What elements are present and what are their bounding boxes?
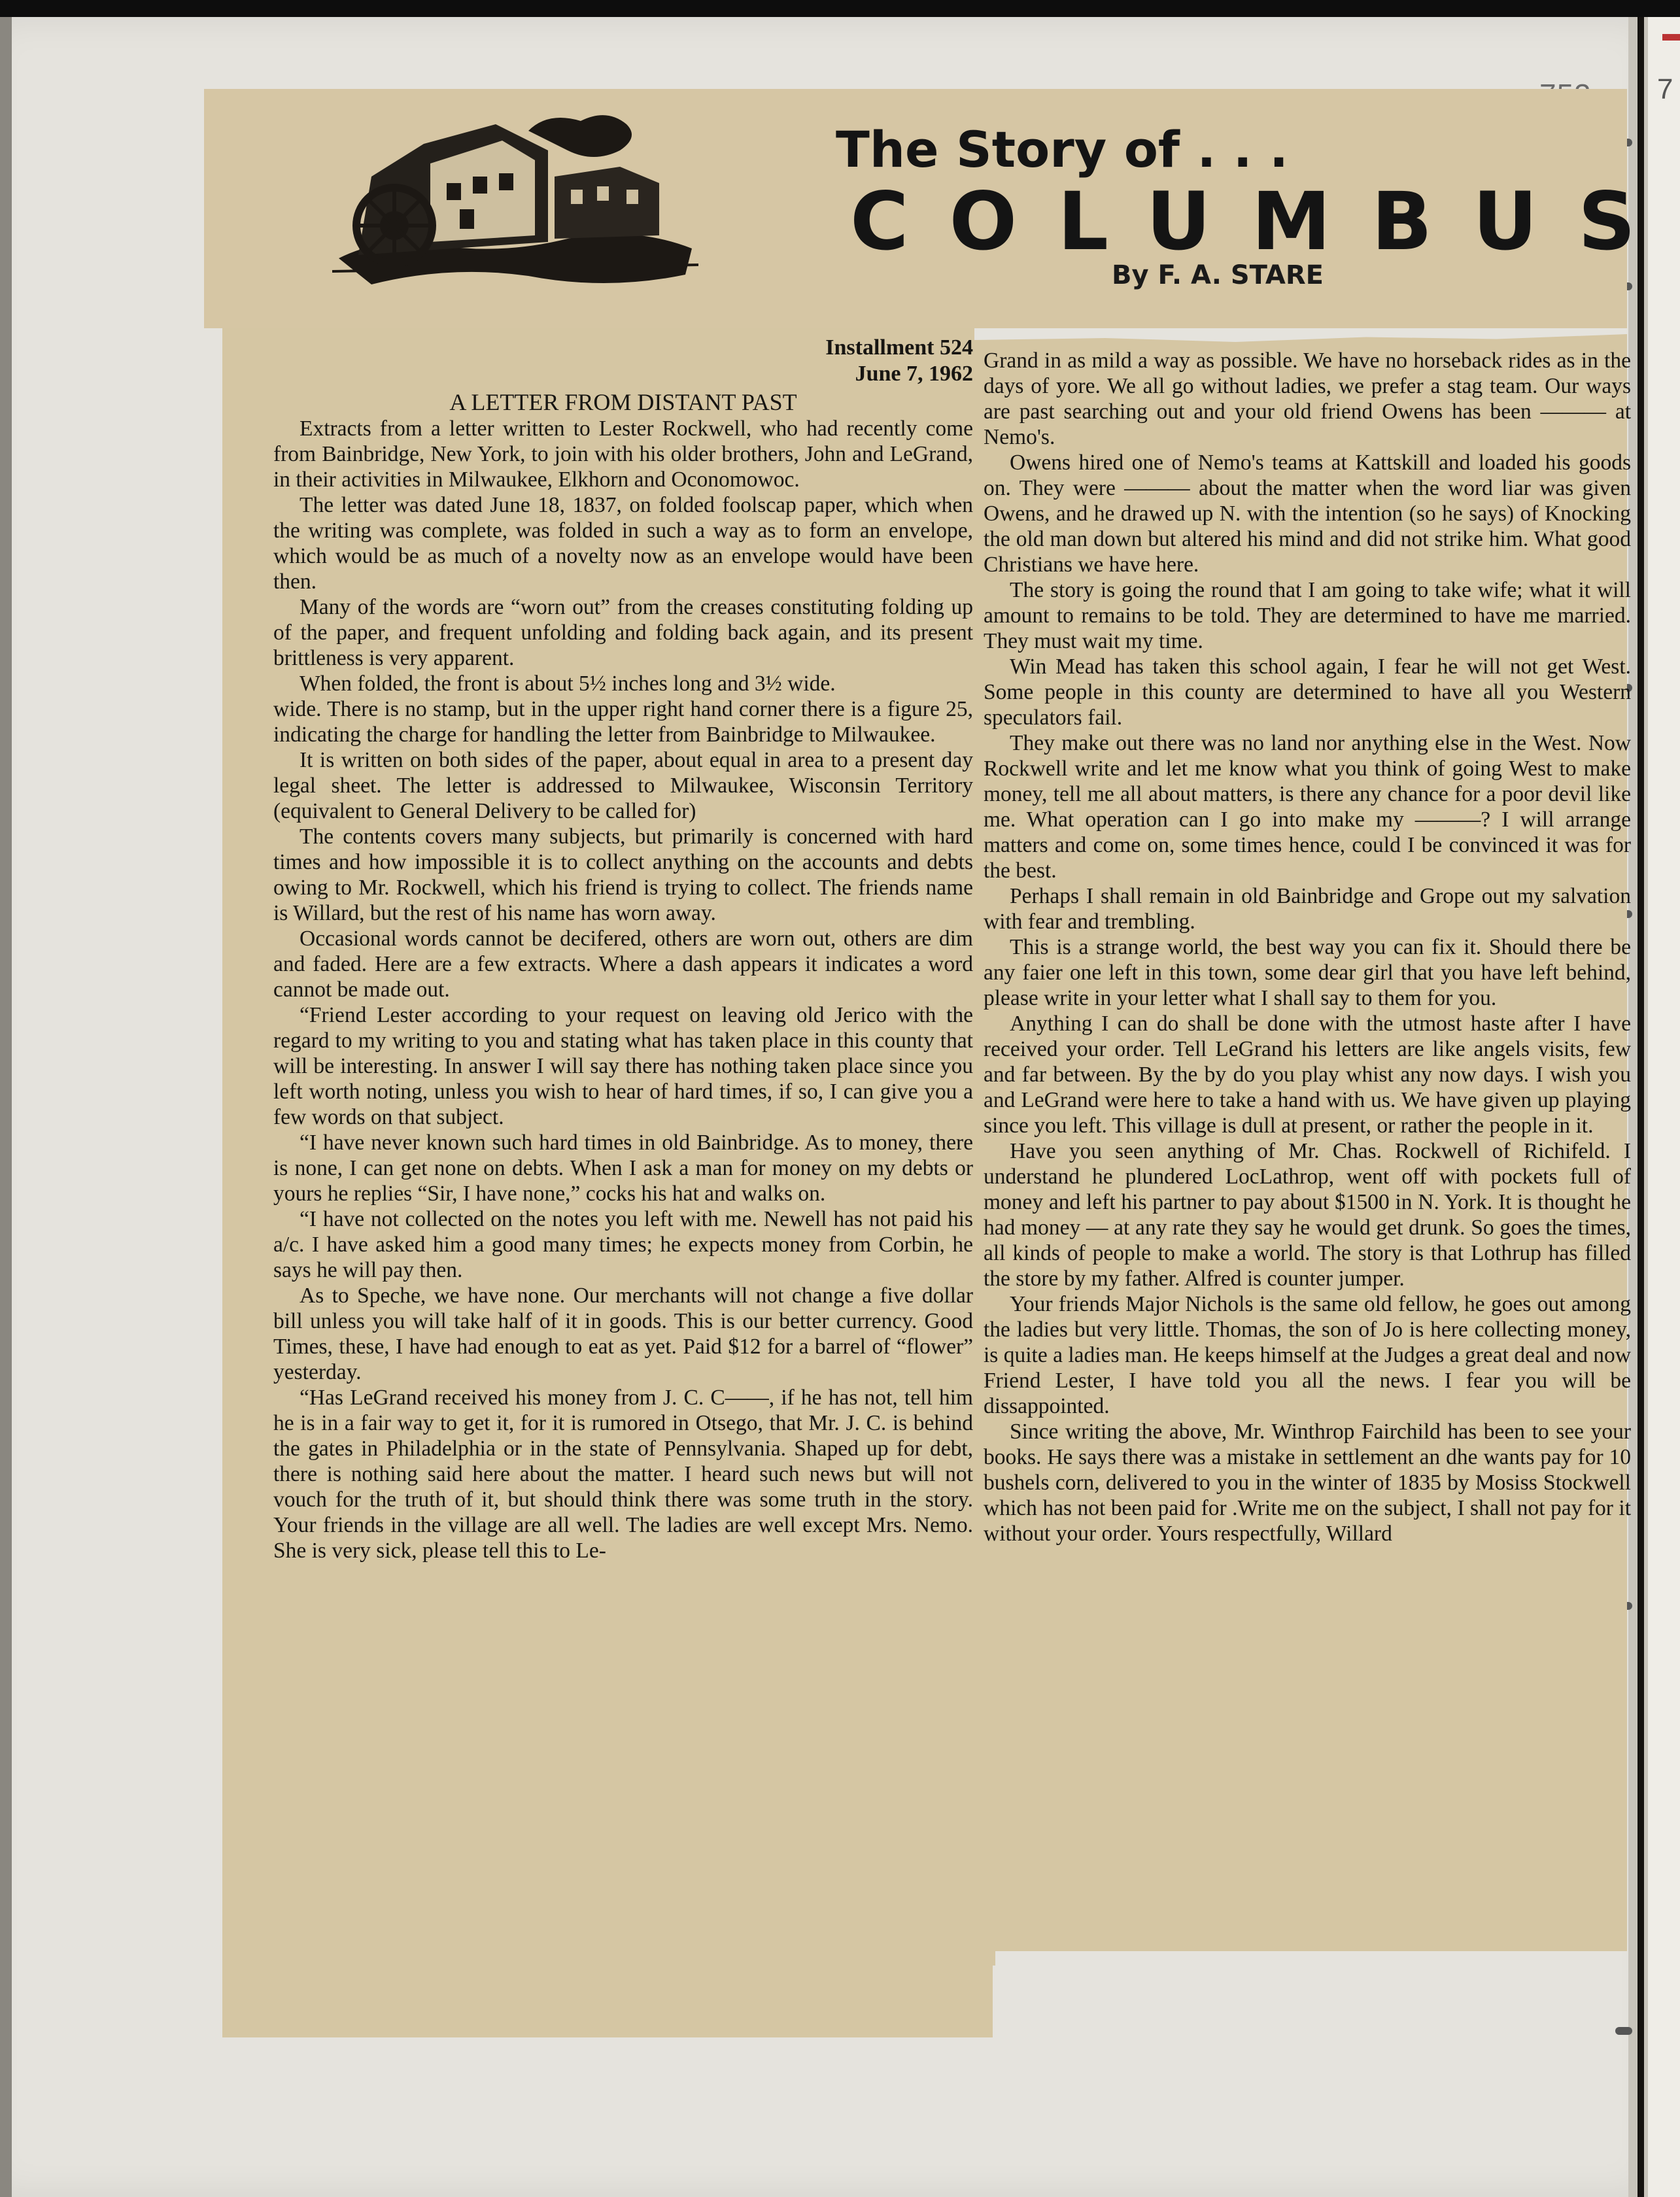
paragraph: wide. There is no stamp, but in the upper right hand corner there is a figure 25, indicating the charge for handling the letter from Bainbridge to Milwaukee. [273, 697, 973, 747]
paragraph: The contents covers many subjects, but primarily is concerned with hard times and how impossible it is to collect anything on the accounts and debts owing to Mr. Rockwell, which his friend is trying to collect. The friends name is Willard, but the rest of his name has worn away. [273, 825, 973, 925]
paragraph: “Friend Lester according to your request on leaving old Jerico with the regard to my writing to you and stating what has taken place in this county that will be interesting. In answer I will say there has nothing taken place since you left worth noting, unless you wish to hear of hard times, if so, I can give you a few words on that subject. [273, 1003, 973, 1129]
paragraph: Your friends Major Nichols is the same old fellow, he goes out among the ladies but very little. Thomas, the son of Jo is here collecting money, is quite a ladies man. He keeps himself at the Judges a great deal and now Friend Lester, I have told you all the news. I fear you will be dissappointed. [984, 1292, 1631, 1418]
mill-illustration-icon [332, 105, 698, 294]
paragraph: It is written on both sides of the paper, about equal in area to a present day legal sheet. The letter is addressed to Milwaukee, Wisconsin Territory (equivalent to General Delivery to be called for) [273, 748, 973, 823]
paragraph: When folded, the front is about 5½ inches long and 3½ wide. [300, 672, 836, 696]
paragraph: Perhaps I shall remain in old Bainbridge and Grope out my salvation with fear and trembling. [984, 884, 1631, 934]
next-page-edge [1648, 17, 1680, 2197]
article-left-column [273, 335, 973, 1563]
binding-spine [1637, 17, 1644, 2197]
article-heading: A LETTER FROM DISTANT PAST [449, 389, 797, 415]
binding-edge [1628, 17, 1680, 2197]
paragraph: The story is going the round that I am going to take wife; what it will amount to remains to be told. They are determined to have me married. They must wait my time. [984, 578, 1631, 653]
paragraph: Owens hired one of Nemo's teams at Kattskill and loaded his goods on. They were ——— about the matter when the word liar was given Owens, and he drawed up N. with the intention (so he says) of Knocking the old man down but altered his mind and did not strike him. What good Christians we have here. [984, 451, 1631, 577]
paragraph: Extracts from a letter written to Lester Rockwell, who had recently come from Bainbridge, New York, to join with his older brothers, John and LeGrand, in their activities in Milwaukee, Elkhorn and Oconomowoc. [273, 417, 973, 492]
paragraph: “Has LeGrand received his money from J. C. C——, if he has not, tell him he is in a fair way to get it, for it is rumored in Otsego, that Mr. J. C. is behind the gates in Philadelphia or in the state of Pennsylvania. Shaped up for debt, there is nothing said here about the matter. I heard such news but will not vouch for the truth of it, but should think there was some truth in the story. Your friends in the village are all well. The ladies are well except Mrs. Nemo. She is very sick, please tell this to Le- [273, 1386, 973, 1563]
binder-ring-icon [1615, 2027, 1632, 2035]
installment-number: Installment 524 [825, 335, 973, 360]
paragraph: Win Mead has taken this school again, I fear he will not get West. Some people in this county are determined to have all you Western speculators fail. [984, 655, 1631, 730]
paragraph: Grand in as mild a way as possible. We have no horseback rides as in the days of yore. We all go without ladies, we prefer a stag team. Our ways are past searching out and your old friend Owens has been ——— at Nemo's. [984, 349, 1631, 449]
clipping-corner [974, 1951, 995, 1966]
paragraph: They make out there was no land nor anything else in the West. Now Rockwell write and let me know what you think of going West to make money, tell me all about matters, is there any chance for a poor devil like me. What operation can I go into make my ———? I will arrange matters and come on, some times hence, could I be convinced it was for the best. [984, 731, 1631, 883]
title-columbus: COLUMBUS [850, 175, 1677, 268]
edge-page-number: 7 [1657, 73, 1673, 105]
paragraph: As to Speche, we have none. Our merchants will not change a five dollar bill unless you will take half of it in goods. This is our better currency. Good Times, these, I have had enough to eat as yet. Paid $12 for a barrel of “flower” yesterday. [273, 1284, 973, 1384]
byline: By F. A. STARE [1112, 260, 1324, 290]
installment-date: June 7, 1962 [855, 362, 973, 386]
paragraph: “I have never known such hard times in old Bainbridge. As to money, there is none, I can get none on debts. When I ask a man for money on my debts or yours he replies “Sir, I have none,” cocks his hat and walks on. [273, 1131, 973, 1206]
paragraph: Occasional words cannot be decifered, others are worn out, others are dim and faded. Here are a few extracts. Where a dash appears it indicates a word cannot be made out. [273, 927, 973, 1002]
article-right-column [984, 348, 1631, 1950]
paragraph: Since writing the above, Mr. Winthrop Fairchild has been to see your books. He says there was a mistake in settlement an dhe wants pay for 10 bushels corn, delivered to you in the winter of 1835 by Mosiss Stockwell which has not been paid for .Write me on the subject, I shall not pay for it without your order. Yours respectfully, Willard [984, 1420, 1631, 1546]
paragraph: Anything I can do shall be done with the utmost haste after I have received your order. Tell LeGrand his letters are like angels visits, few and far between. By the by do you play whist any now days. I wish you and LeGrand were here to take a hand with us. We have given up playing since you left. This village is dull at present, or rather the people in it. [984, 1012, 1631, 1138]
paragraph: Have you seen anything of Mr. Chas. Rockwell of Richifeld. I understand he plundered LocLathrop, went off with pockets full of money and left his partner to pay about $1500 in N. York. It is thought he had money — at any rate they say he would get drunk. So goes the times, all kinds of people to make a world. The story is that Lothrup has filled the store by my father. Alfred is counter jumper. [984, 1139, 1631, 1291]
red-tab [1662, 34, 1680, 41]
title-story-of: The Story of . . . [836, 120, 1288, 179]
paragraph: The letter was dated June 18, 1837, on folded foolscap paper, which when the writing was complete, was folded in such a way as to form an envelope, which would be as much of a novelty now as an envelope would have been then. [273, 493, 973, 594]
paragraph: “I have not collected on the notes you left with me. Newell has not paid his a/c. I have asked him a good many times; he expects money from Corbin, he says he will pay then. [273, 1207, 973, 1282]
paragraph: Many of the words are “worn out” from the creases constituting folding up of the paper, and frequent unfolding and folding back again, and its present brittleness is very apparent. [273, 595, 973, 670]
paragraph: This is a strange world, the best way you can fix it. Should there be any faier one left in this town, some dear girl that you have left behind, please write in your letter what I shall say to them for you. [984, 935, 1631, 1010]
scan-top-border [0, 0, 1680, 17]
installment-info [273, 335, 973, 387]
